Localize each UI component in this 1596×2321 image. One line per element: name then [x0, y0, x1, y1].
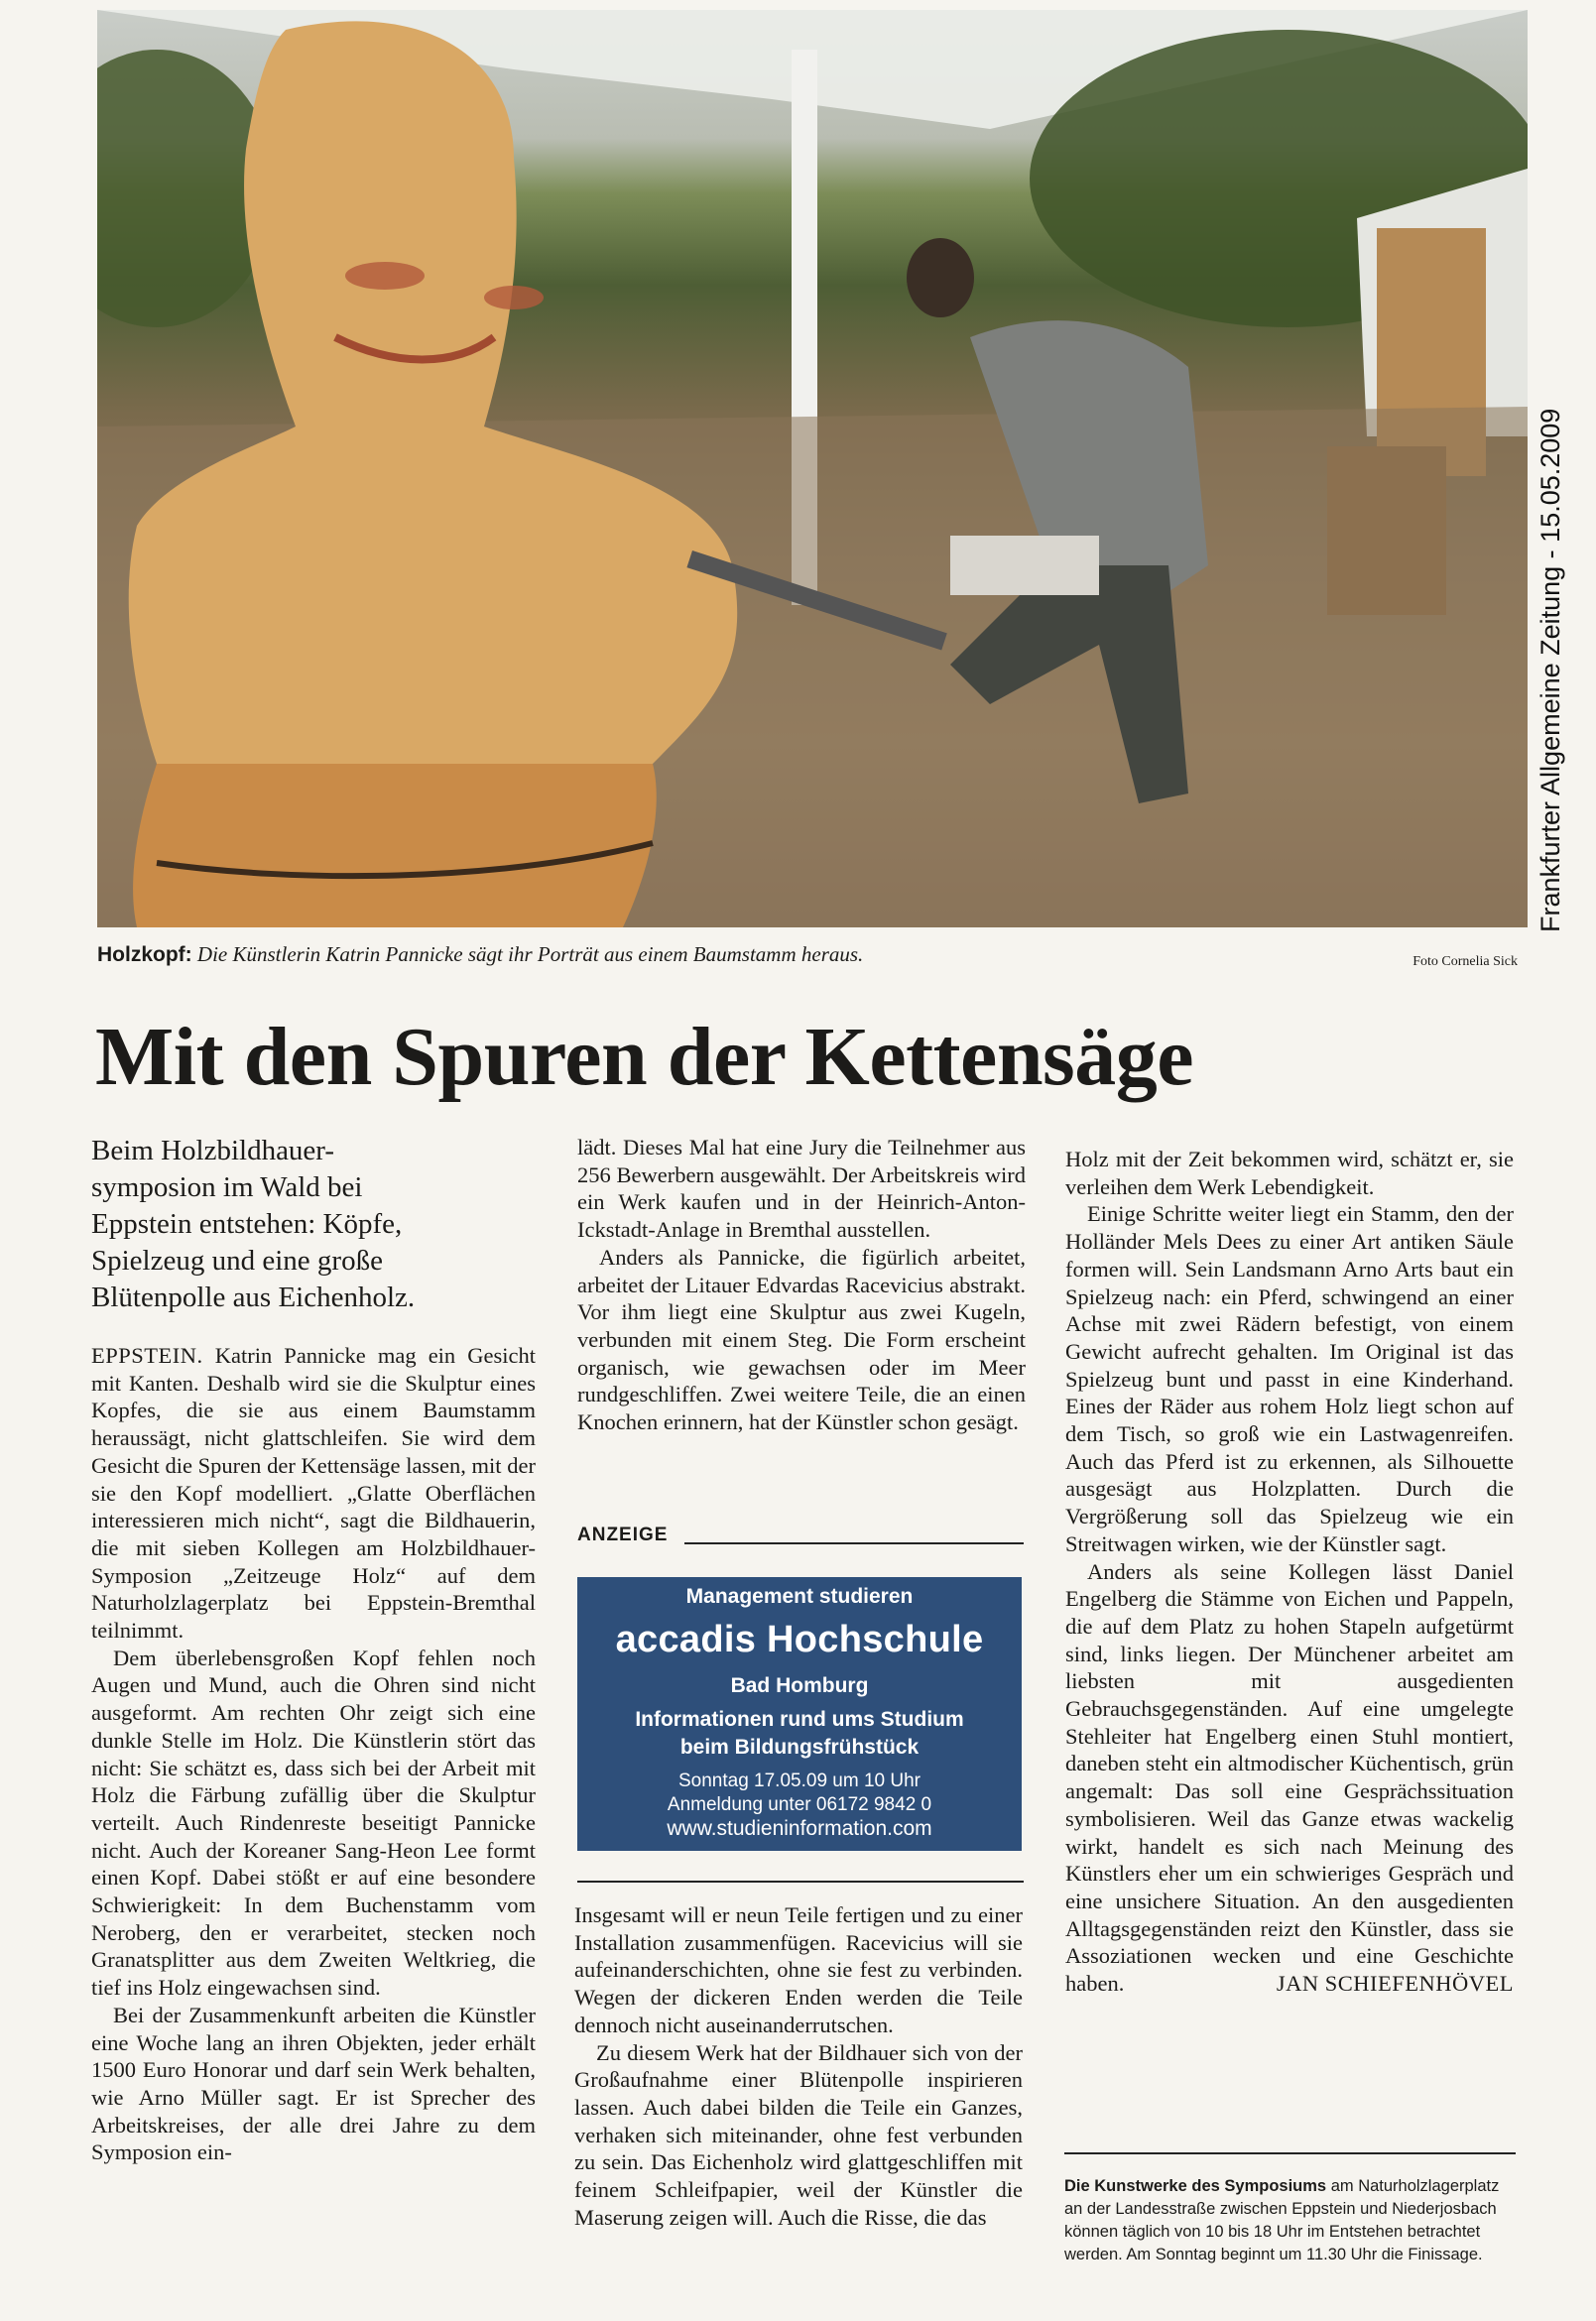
- photo-caption: [97, 942, 1288, 967]
- ad-location: Bad Homburg: [730, 1674, 869, 1697]
- ad-brand-name: accadis Hochschule: [615, 1619, 984, 1660]
- paragraph: [91, 1342, 536, 1645]
- infobox-lead: Die Kunstwerke des Symposiums: [1064, 2177, 1327, 2195]
- photo-credit: Foto Cornelia Sick: [1412, 954, 1518, 969]
- paragraph: Einige Schritte weiter liegt ein Stamm, den der Holländer Mels Dees zu einer Art antiken Säule formen will. Sein Landsmann Arno Arts baut ein Spielzeug nach: ein Pferd, schwingend an einer Achse mit zwei Rädern befestigt, von einem Gewicht aufrecht gehalten. Im Original ist das Spielzeug bunt und passt in eine Kinderhand. Eines der Räder aus rohem Holz liegt schon auf dem Tisch, so groß wie ein Lastwagenreifen. Auch das Pferd ist zu erkennen, als Silhouette ausgesägt aus Holzplatten. Durch die Vergrößerung soll das Spielzeug wie ein Streitwagen wirken, wie der Künstler sagt.: [1065, 1201, 1514, 1556]
- subhead-line: Spielzeug und eine große: [91, 1245, 383, 1277]
- ad-date: Sonntag 17.05.09 um 10 Uhr: [677, 1771, 921, 1791]
- paragraph: Holz mit der Zeit bekommen wird, schätzt er, sie verleihen dem Werk Lebendigkeit.: [1065, 1147, 1514, 1199]
- subhead-line: Blütenpolle aus Eichenholz.: [91, 1282, 416, 1313]
- paragraph: [1065, 1558, 1514, 1998]
- ad-bottom-rule: [577, 1881, 1024, 1883]
- ad-label: ANZEIGE: [577, 1525, 669, 1545]
- ad-info-line: Informationen rund ums Studium: [635, 1708, 964, 1731]
- paragraph: Dem überlebensgroßen Kopf fehlen noch Augen und Mund, auch die Ohren sind nicht ausgeformt. Am rechten Ohr zeigt sich eine dunkle Stelle im Holz. Die Künstlerin stört das nicht: Sie schätzt es, dass sich bei der Arbeit mit Holz die Färbung zufällig über die Skulptur verteilt. Auch Rindenreste beseitigt Pannicke nicht. Auch der Koreaner Sang-Heon Lee formt einen Kopf. Dabei stößt er auf eine besondere Schwierigkeit: In dem Buchenstamm vom Neroberg, den er verarbeitet, stecken noch Granatsplitter aus dem Zweiten Weltkrieg, die tief ins Holz eingewachsen sind.: [91, 1645, 536, 2001]
- ad-details: [577, 1770, 1022, 1817]
- article-column-2-top: [577, 1134, 1026, 1436]
- ad-tagline: Management studieren: [685, 1585, 914, 1608]
- article-column-1: [91, 1342, 536, 2166]
- ad-website: www.studieninformation.com: [667, 1817, 932, 1840]
- paragraph: Zu diesem Werk hat der Bildhauer sich von der Großaufnahme einer Blütenpolle inspirieren lassen. Auch dabei bilden die Teile ein Ganzes, verhaken sich miteinander, ohne fest verbunden zu sein. Das Eichenholz wird glattgeschliffen mit feinem Schleifpapier, weil der Künstler die Maserung zeigen will. Auch die Risse, die das: [574, 2039, 1023, 2230]
- paragraph-text: Katrin Pannicke mag ein Gesicht mit Kanten. Deshalb wird sie die Skulptur eines Kopfes, die sie aus einem Baumstamm heraussägt, nicht glattschleifen. Sie wird dem Gesicht die Spuren der Kettensäge lassen, mit der sie den Kopf modelliert. „Glatte Oberflächen interessieren mich nicht“, sagt die Bildhauerin, die mit sieben Kollegen am Holzbildhauer-Symposion „Zeitzeuge Holz“ auf dem Naturholzlagerplatz bei Eppstein-Bremthal teilnimmt.: [91, 1343, 536, 1644]
- ad-phone: Anmeldung unter 06172 9842 0: [667, 1794, 932, 1815]
- article-author: JAN SCHIEFENHÖVEL: [1276, 1971, 1514, 1997]
- caption-label: Holzkopf:: [97, 943, 192, 966]
- source-credit-text: Frankfurter Allgemeine Zeitung - 15.05.2009: [1535, 408, 1565, 932]
- photo-illustration: [97, 10, 1528, 927]
- advertisement: [577, 1577, 1022, 1851]
- ad-label-rule: [684, 1542, 1024, 1544]
- ad-info-line: beim Bildungsfrühstück: [679, 1736, 920, 1759]
- article-subhead: [91, 1133, 538, 1316]
- infobox-text: am Naturholzlagerplatz an der Landesstraße zwischen Eppstein und Niederjosbach können täglich von 10 bis 18 Uhr im Entstehen betrachtet werden. Am Sonntag beginnt um 11.30 Uhr die Finissage.: [1064, 2177, 1500, 2263]
- dateline: EPPSTEIN.: [91, 1343, 203, 1368]
- caption-text: Die Künstlerin Katrin Pannicke sägt ihr Porträt aus einem Baumstamm heraus.: [196, 942, 864, 966]
- article-column-3: [1065, 1146, 1514, 1998]
- paragraph: Anders als Pannicke, die figürlich arbeitet, arbeitet der Litauer Edvardas Racevicius abstrakt. Vor ihm liegt eine Skulptur aus zwei Kugeln, verbunden mit einem Steg. Die Form erscheint organisch, wie gewachsen oder im Meer rundgeschliffen. Zwei weitere Teile, die an einen Knochen erinnern, hat der Künstler schon gesägt.: [577, 1244, 1026, 1435]
- paragraph-text: Anders als seine Kollegen lässt Daniel Engelberg die Stämme von Eichen und Pappeln, die auf dem Platz zu hohen Stapeln aufgetürmt sind, links liegen. Der Münchener arbeitet am liebsten mit ausgedienten Gebrauchsgegenständen. Auf eine umgelegte Stehleiter hat Engelberg einen Stuhl montiert, daneben steht ein altmodischer Küchentisch, grün angemalt: Das soll eine Gesprächssituation symbolisieren. Weil das Ganze etwas wackelig wirkt, handelt es sich nach Meinung des Künstlers eher um ein schwieriges Gespräch und eine unsichere Situation. An den ausgedienten Alltagsgegenständen reizt den Künstler, dass sie Assoziationen wecken und eine Geschichte haben.: [1065, 1558, 1514, 1997]
- article-column-2-bottom: [574, 1901, 1023, 2231]
- infobox-rule: [1064, 2152, 1516, 2154]
- subhead-line: Beim Holzbildhauer-: [91, 1135, 335, 1166]
- paragraph: Insgesamt will er neun Teile fertigen und zu einer Installation zusammenfügen. Racevicius will sie aufeinanderschichten, ohne sie fest zu verbinden. Wegen der dickeren Enden werden die Teile dennoch nicht auseinanderrutschen.: [574, 1902, 1023, 2037]
- subhead-line: symposion im Wald bei: [91, 1171, 363, 1203]
- ad-info: [577, 1706, 1022, 1762]
- paragraph: lädt. Dieses Mal hat eine Jury die Teilnehmer aus 256 Bewerbern ausgewählt. Der Arbeitskreis wird ein Werk kaufen und in der Heinrich-Anton-Ickstadt-Anlage in Bremthal ausstellen.: [577, 1135, 1026, 1243]
- article-headline: Mit den Spuren der Kettensäge: [95, 1011, 1194, 1103]
- event-info-box: [1064, 2175, 1516, 2266]
- subhead-line: Eppstein entstehen: Köpfe,: [91, 1208, 403, 1240]
- paragraph: Bei der Zusammenkunft arbeiten die Künstler eine Woche lang an ihren Objekten, jeder erhält 1500 Euro Honorar und darf sein Werk behalten, wie Arno Müller sagt. Er ist Sprecher des Arbeitskreises, der alle drei Jahre zu dem Symposion ein-: [91, 2002, 536, 2165]
- article-photo: [97, 10, 1528, 927]
